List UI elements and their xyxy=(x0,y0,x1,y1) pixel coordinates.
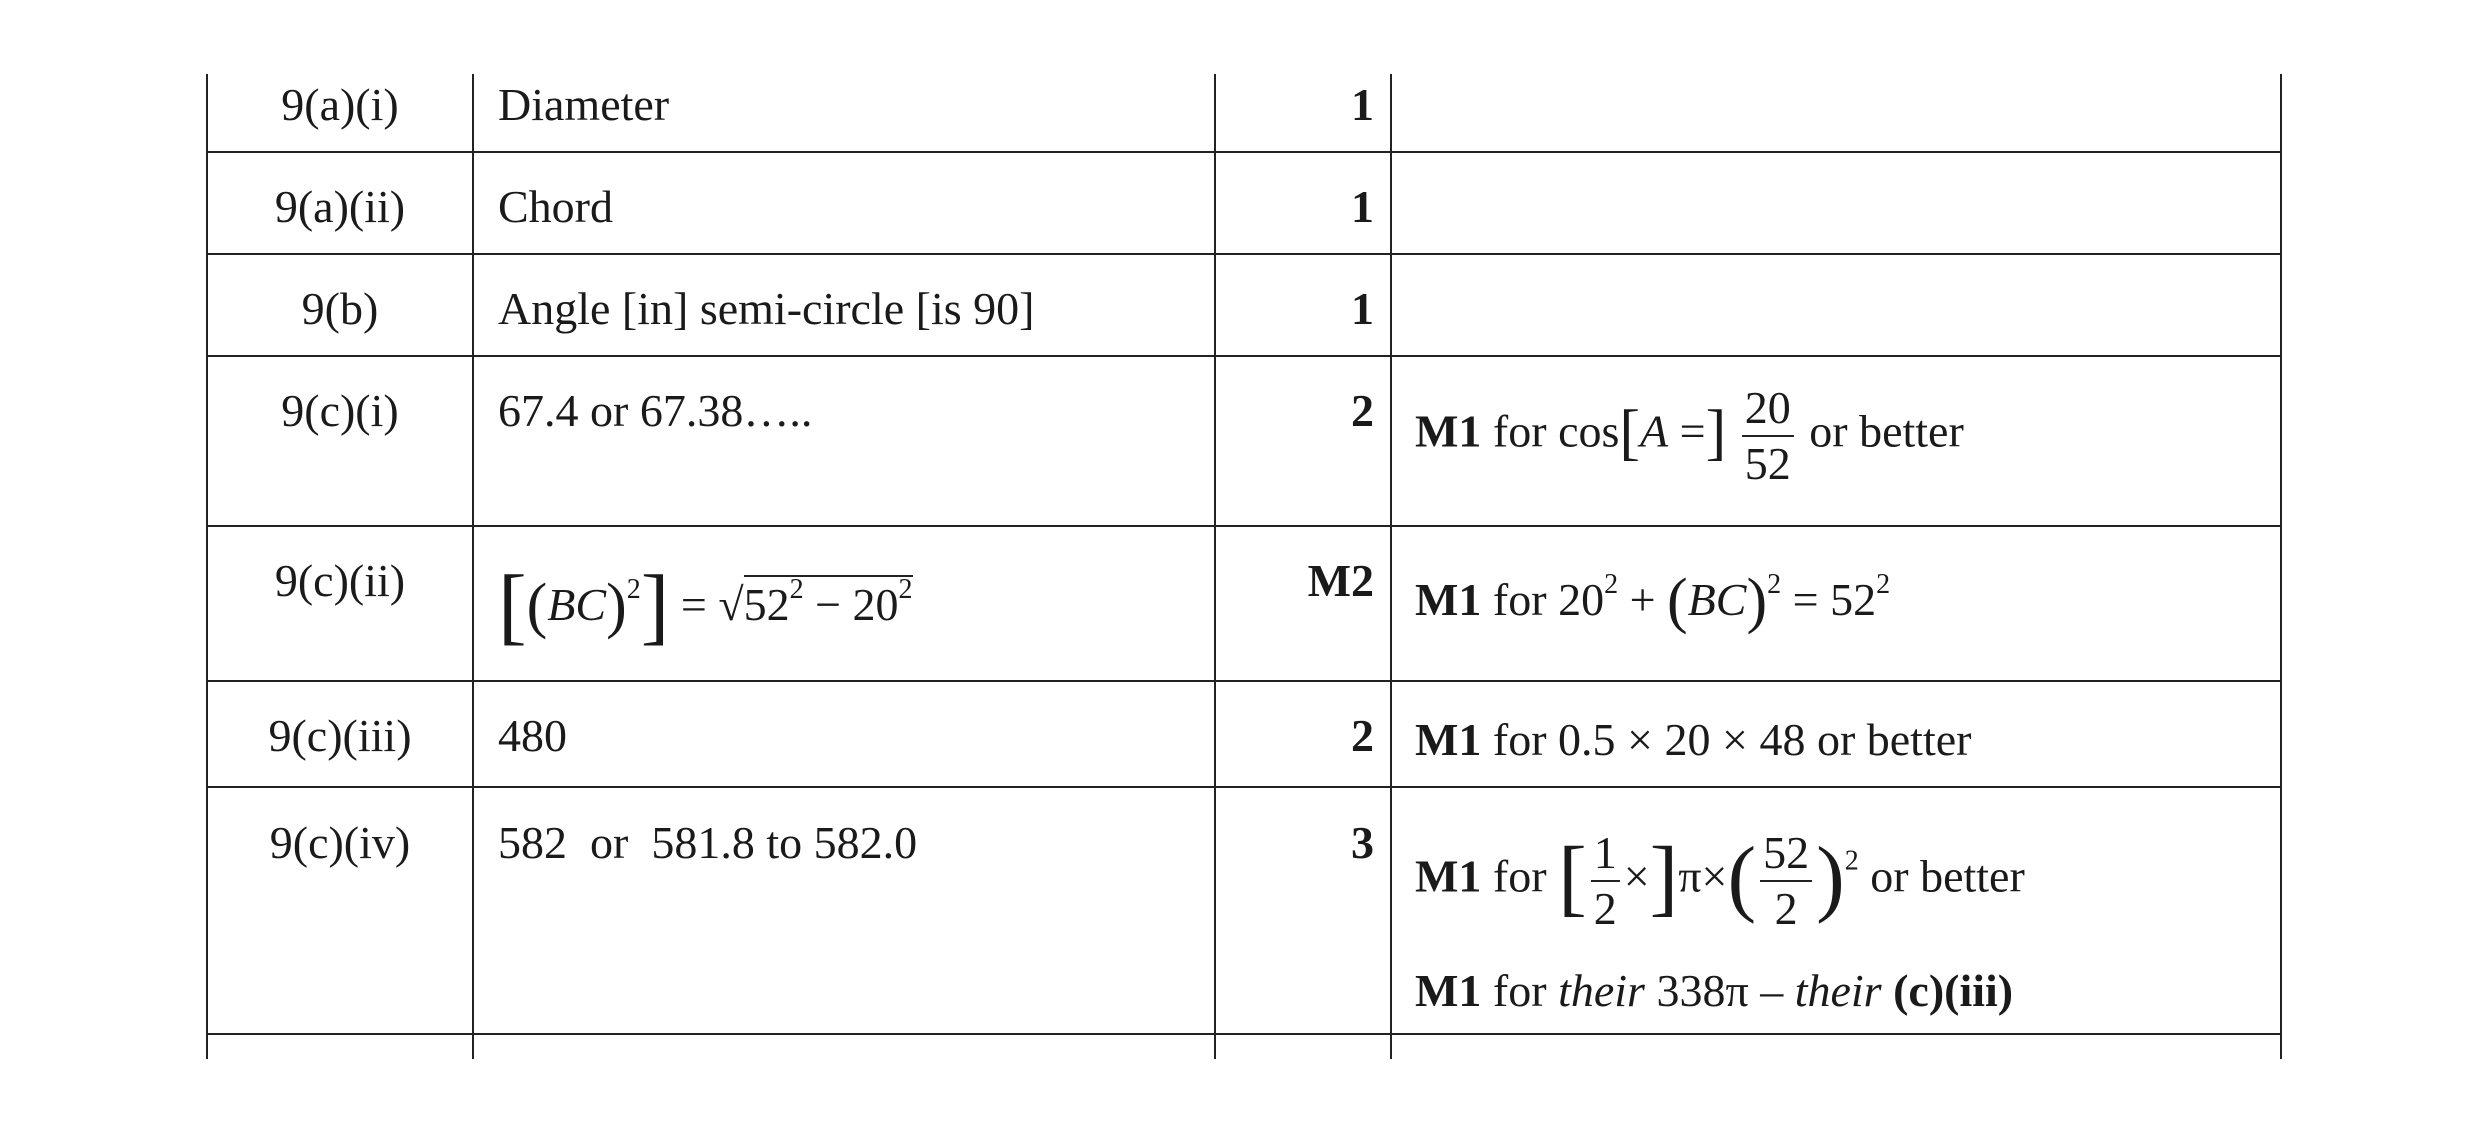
table-border xyxy=(472,74,474,1059)
fraction: $\frac{1}{2}$ xyxy=(1591,830,1620,932)
angle-variable: A xyxy=(1640,405,1669,457)
guidance-word: for xyxy=(1492,850,1547,902)
guidance-text: M1 for cos[A =] $\frac{20}{52}$ or better xyxy=(1415,382,1964,489)
mark-value: 1 xyxy=(1351,283,1374,334)
exponent: 2 xyxy=(626,574,641,605)
side-variable: BC xyxy=(547,579,607,630)
question-number: 9(c)(iv) xyxy=(269,817,411,868)
guidance-text xyxy=(1415,714,1972,765)
mark-value: 1 xyxy=(1351,181,1374,232)
question-number: 9(a)(i) xyxy=(281,79,399,130)
row-divider xyxy=(206,525,2282,527)
method-mark: M1 xyxy=(1415,405,1482,457)
row-divider xyxy=(206,680,2282,682)
answer-math: $[(BC)^2] = √52^2 - 20^2$ xyxy=(498,557,913,653)
denominator: 52 xyxy=(1744,438,1791,489)
question-number: 9(c)(ii) xyxy=(274,555,406,606)
row-divider xyxy=(206,253,2282,255)
guidance-text: M1 for their 338π – their (c)(iii) xyxy=(1415,965,2014,1016)
question-number: 9(c)(iii) xyxy=(268,710,412,761)
table-border xyxy=(1390,74,1392,1059)
answer-text: Chord xyxy=(498,181,613,232)
mark-value: 2 xyxy=(1351,385,1374,436)
fraction: $\frac{52}{2}$ xyxy=(1760,830,1812,932)
row-divider xyxy=(206,786,2282,788)
cos-function: cos xyxy=(1558,405,1620,457)
method-mark: M1 xyxy=(1415,574,1482,625)
guidance-word: or better xyxy=(1870,850,2025,902)
answer-text: 480 xyxy=(498,710,567,761)
method-mark: M1 xyxy=(1415,965,1482,1016)
equals-sign: = xyxy=(680,579,707,630)
row-divider xyxy=(206,151,2282,153)
question-number: 9(c)(i) xyxy=(281,385,399,436)
numerator: 20 xyxy=(1742,385,1794,437)
answer-text: 582 or 581.8 to 582.0 xyxy=(498,817,918,868)
radicand: $52^2 - 20^2$ xyxy=(743,574,913,630)
table-border xyxy=(2280,74,2282,1059)
method-mark: M1 xyxy=(1415,850,1482,902)
guidance-text: M1 for [ $\frac{1}{2}$ ×]π×( $\frac{52}{2}$ )$^2$ or better xyxy=(1415,827,2025,934)
mark-value: 1 xyxy=(1351,79,1374,130)
side-variable: BC xyxy=(1687,574,1747,625)
guidance-word: for xyxy=(1492,405,1547,457)
method-mark: M1 xyxy=(1415,714,1482,765)
row-divider xyxy=(206,355,2282,357)
guidance-word: or better xyxy=(1809,405,1964,457)
question-number: 9(a)(ii) xyxy=(274,181,406,232)
question-number: 9(b) xyxy=(301,283,379,334)
table-border xyxy=(1214,74,1216,1059)
guidance-text: M1 for $20^2 + (BC)^2 = 52^2$ xyxy=(1415,567,1891,635)
answer-text: 67.4 or 67.38….. xyxy=(498,385,813,436)
equals-sign: = xyxy=(1679,405,1706,457)
mark-value: M2 xyxy=(1307,555,1374,606)
answer-text: Diameter xyxy=(498,79,670,130)
row-divider xyxy=(206,1033,2282,1035)
guidance-word: for xyxy=(1492,574,1547,625)
guidance-word: for 0.5 × 20 × 48 or better xyxy=(1492,714,1972,765)
mark-value: 2 xyxy=(1351,710,1374,761)
fraction xyxy=(1742,382,1794,489)
answer-text: Angle [in] semi-circle [is 90] xyxy=(498,283,1035,334)
mark-value: 3 xyxy=(1351,817,1374,868)
